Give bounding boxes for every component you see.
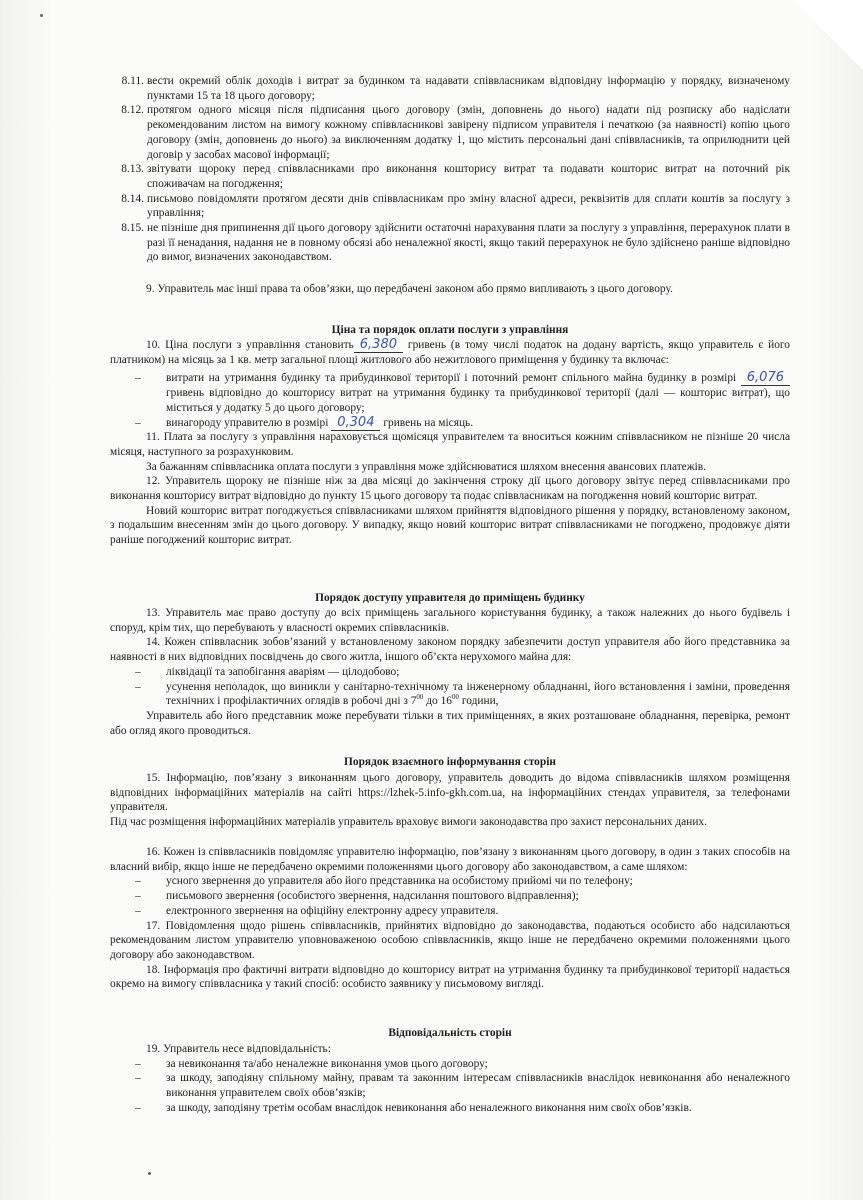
handwritten-price-total: 6,380: [354, 337, 403, 353]
heading-price: Ціна та порядок оплати послуги з управління: [331, 324, 569, 336]
item-text: не пізніше дня припинення дії цього договору здійснити остаточні нарахування плати за послугу з управління, перерахунок плати в разі її ненадання, надання не в повному обсязі або неналежної якості, якщо такий перерахунок не було здійснено раніше відповідно до вимог, визначених законодавством.: [147, 222, 790, 264]
item-text: звітувати щороку перед співвласниками про виконання кошторису витрат та подавати кошторис витрат на поточний рік споживачам на погодження;: [147, 163, 790, 190]
list-item: [110, 103, 790, 162]
list-item: [110, 74, 790, 103]
paragraph-13: 13. Управитель має право доступу до всіх приміщень загального користування будинку, а також належних до нього будівель і споруд, крім тих, що перебувають у власності окремих співвласників.: [110, 607, 790, 634]
item-text: вести окремий облік доходів і витрат за будинком та надавати співвласникам відповідну інформацію у порядку, визначеному пунктами 15 та 18 цього договору;: [147, 75, 790, 102]
section-access: [110, 606, 790, 738]
paragraph-14-presence: Управитель або його представник може перебувати тільки в тих приміщеннях, в яких розташоване обладнання, перевірка, ремонт або огляд якого проводиться.: [110, 709, 790, 737]
paragraph-12-estimate: Новий кошторис витрат погоджується співвласниками шляхом прийняття відповідного рішення у порядку, встановленому законом, з подальшим внесенням змін до цього договору. У випадку, якщо новий кошторис витрат співвласниками не погоджено, продовжує діяти раніше погоджений кошторис витрат.: [110, 504, 790, 547]
list-item: [110, 162, 790, 191]
paragraph-12: 12. Управитель щороку не пізніше ніж за два місяці до закінчення строку дії цього договору звітує перед співвласниками про виконання кошторису витрат відповідно до пункту 15 цього договору та подає співвласникам на погодження новий кошторис витрат.: [110, 475, 790, 503]
list-item: [110, 221, 790, 265]
list-item: [110, 192, 790, 221]
handwritten-price-costs: 6,076: [741, 370, 790, 386]
section-info: [110, 771, 790, 830]
paragraph-18: 18. Інформація про фактичні витрати відповідно до кошторису витрат на утримання будинку та прибудинкової території надається окремо на вимогу співвласника у такий спосіб: особисто заявнику у письмовому вигляді.: [110, 963, 790, 991]
heading-info: Порядок взаємного інформування сторін: [344, 756, 556, 768]
item-number: 8.14.: [121, 192, 144, 205]
paragraph-16: 16. Кожен із співвласників повідомляє управителю інформацію, пов’язану з виконанням цього договору, в один з таких способів на власний вибір, якщо інше не передбачено окремими положеннями цього договору або законодавством, а саме шляхом:: [110, 846, 790, 873]
scan-speck: [40, 14, 43, 17]
heading-responsibility: Відповідальність сторін: [388, 1027, 512, 1039]
paragraph-11: 11. Плата за послугу з управління нараховується щомісяця управителем та вноситься кожним співвласником не пізніше 20 числа місяця, наступного за розрахунковим.: [110, 431, 790, 458]
paragraph-19: 19. Управитель несе відповідальність:: [146, 1043, 331, 1055]
list-item: – електронного звернення на офіційну електронну адресу управителя.: [135, 904, 499, 917]
heading-access: Порядок доступу управителя до приміщень будинку: [315, 592, 585, 604]
paragraph-14: 14. Кожен співвласник зобов’язаний у встановленому законом порядку забезпечити доступ управителя або його представника за наявності в них відповідних посвідчень до свого житла, іншого об’єкта нерухомого майна для:: [110, 636, 790, 664]
list-item: – усного звернення до управителя або його представника на особистому прийомі чи по телефону;: [135, 875, 633, 888]
site-link[interactable]: https://lzhek-5.info-gkh.com.ua: [358, 786, 503, 799]
paragraph-17: 17. Повідомлення щодо рішень співвласників, прийнятих відповідно до законодавства, подаються особисто або надсилаються рекомендованим листом управителю уповноваженою особою співвласників, якщо інше не передбачено окремими положеннями цього договору або законодавством.: [110, 919, 790, 961]
item-number: 8.15.: [121, 222, 144, 235]
paragraph-15-privacy: Під час розміщення інформаційних матеріалів управитель враховує вимоги законодавства про захист персональних даних.: [110, 816, 707, 829]
item-number: 8.13.: [121, 163, 144, 176]
scan-speck: [148, 1172, 151, 1175]
item-number: 8.12.: [121, 104, 144, 117]
section-obligations: [110, 74, 790, 265]
paragraph-11-advance: За бажанням співвласника оплата послуги з управління може здійснюватися шляхом внесення авансових платежів.: [146, 460, 707, 473]
list-item: – ліквідації та запобігання аваріям — цілодобово;: [135, 665, 400, 678]
item-text: протягом одного місяця після підписання цього договору (змін, доповнень до нього) надати під розписку або надіслати рекомендованим листом на вимогу кожному співвласникові завірену підписом управителя і печаткою (за наявності) копію цього договору (змін, доповнень до нього) за виключенням додатку 1, що містить персональні дані співвласників, та оприлюднити цей договір у засобах масової інформації;: [147, 104, 790, 161]
paragraph-15: 15. Інформацію, пов’язану з виконанням цього договору, управитель доводить до відома співвласників шляхом розміщення відповідних інформаційних матеріалів на сайті https://lzhek-5.info-gkh.com.ua, на інформаційних стендах управителя, за телефонами управителя.: [110, 772, 790, 814]
folded-corner: [793, 0, 863, 70]
paragraph-10: 10. Ціна послуги з управління становить 6,380 гривень (в тому числі податок на додану вартість, якщо управитель є його платником) на місяць за 1 кв. метр загальної площі житлового або нежитлового приміщення у будинку та включає:: [110, 337, 790, 366]
list-item: – винагороду управителю в розмірі 0,304 гривень на місяць.: [135, 414, 474, 430]
list-item: – усунення неполадок, що виникли у санітарно-технічному та інженерному обладнанні, його встановлення і заміни, проведення технічних і профілактичних оглядів в робочі дні з $7^{00}$ до $16^{00}$ години,: [135, 680, 790, 708]
list-item: – витрати на утримання будинку та прибудинкової території і поточний ремонт спільного майна будинку в розмірі 6,076 гривень відповідно до кошторису витрат на утримання будинку та прибудинкової території (далі — кошторис витрат), що міститься у додатку 5 до цього договору;: [135, 370, 790, 414]
handwritten-price-fee: 0,304: [331, 415, 380, 431]
paragraph-9: 9. Управитель має інші права та обов’язки, що передбачені законом або прямо випливають з цього договору.: [146, 283, 673, 295]
list-item: – письмового звернення (особистого звернення, надсилання поштового відправлення);: [135, 890, 579, 903]
section-price: [110, 338, 790, 548]
item-text: письмово повідомляти протягом десяти днів співвласникам про зміну власної адреси, реквізитів для сплати коштів за послугу з управління;: [147, 192, 790, 220]
list-item: – за невиконання та/або неналежне виконання умов цього договору;: [135, 1057, 488, 1070]
section-info-2: [110, 845, 790, 992]
section-responsibility: [110, 1042, 790, 1116]
list-item: – за шкоду, заподіяну спільному майну, правам та законним інтересам співвласників внаслідок невиконання або неналежного виконання управителем своїх обов’язків;: [135, 1072, 790, 1100]
list-item: – за шкоду, заподіяну третім особам внаслідок невиконання або неналежного виконання ним своїх обов’язків.: [135, 1101, 692, 1114]
item-number: 8.11.: [121, 75, 144, 87]
